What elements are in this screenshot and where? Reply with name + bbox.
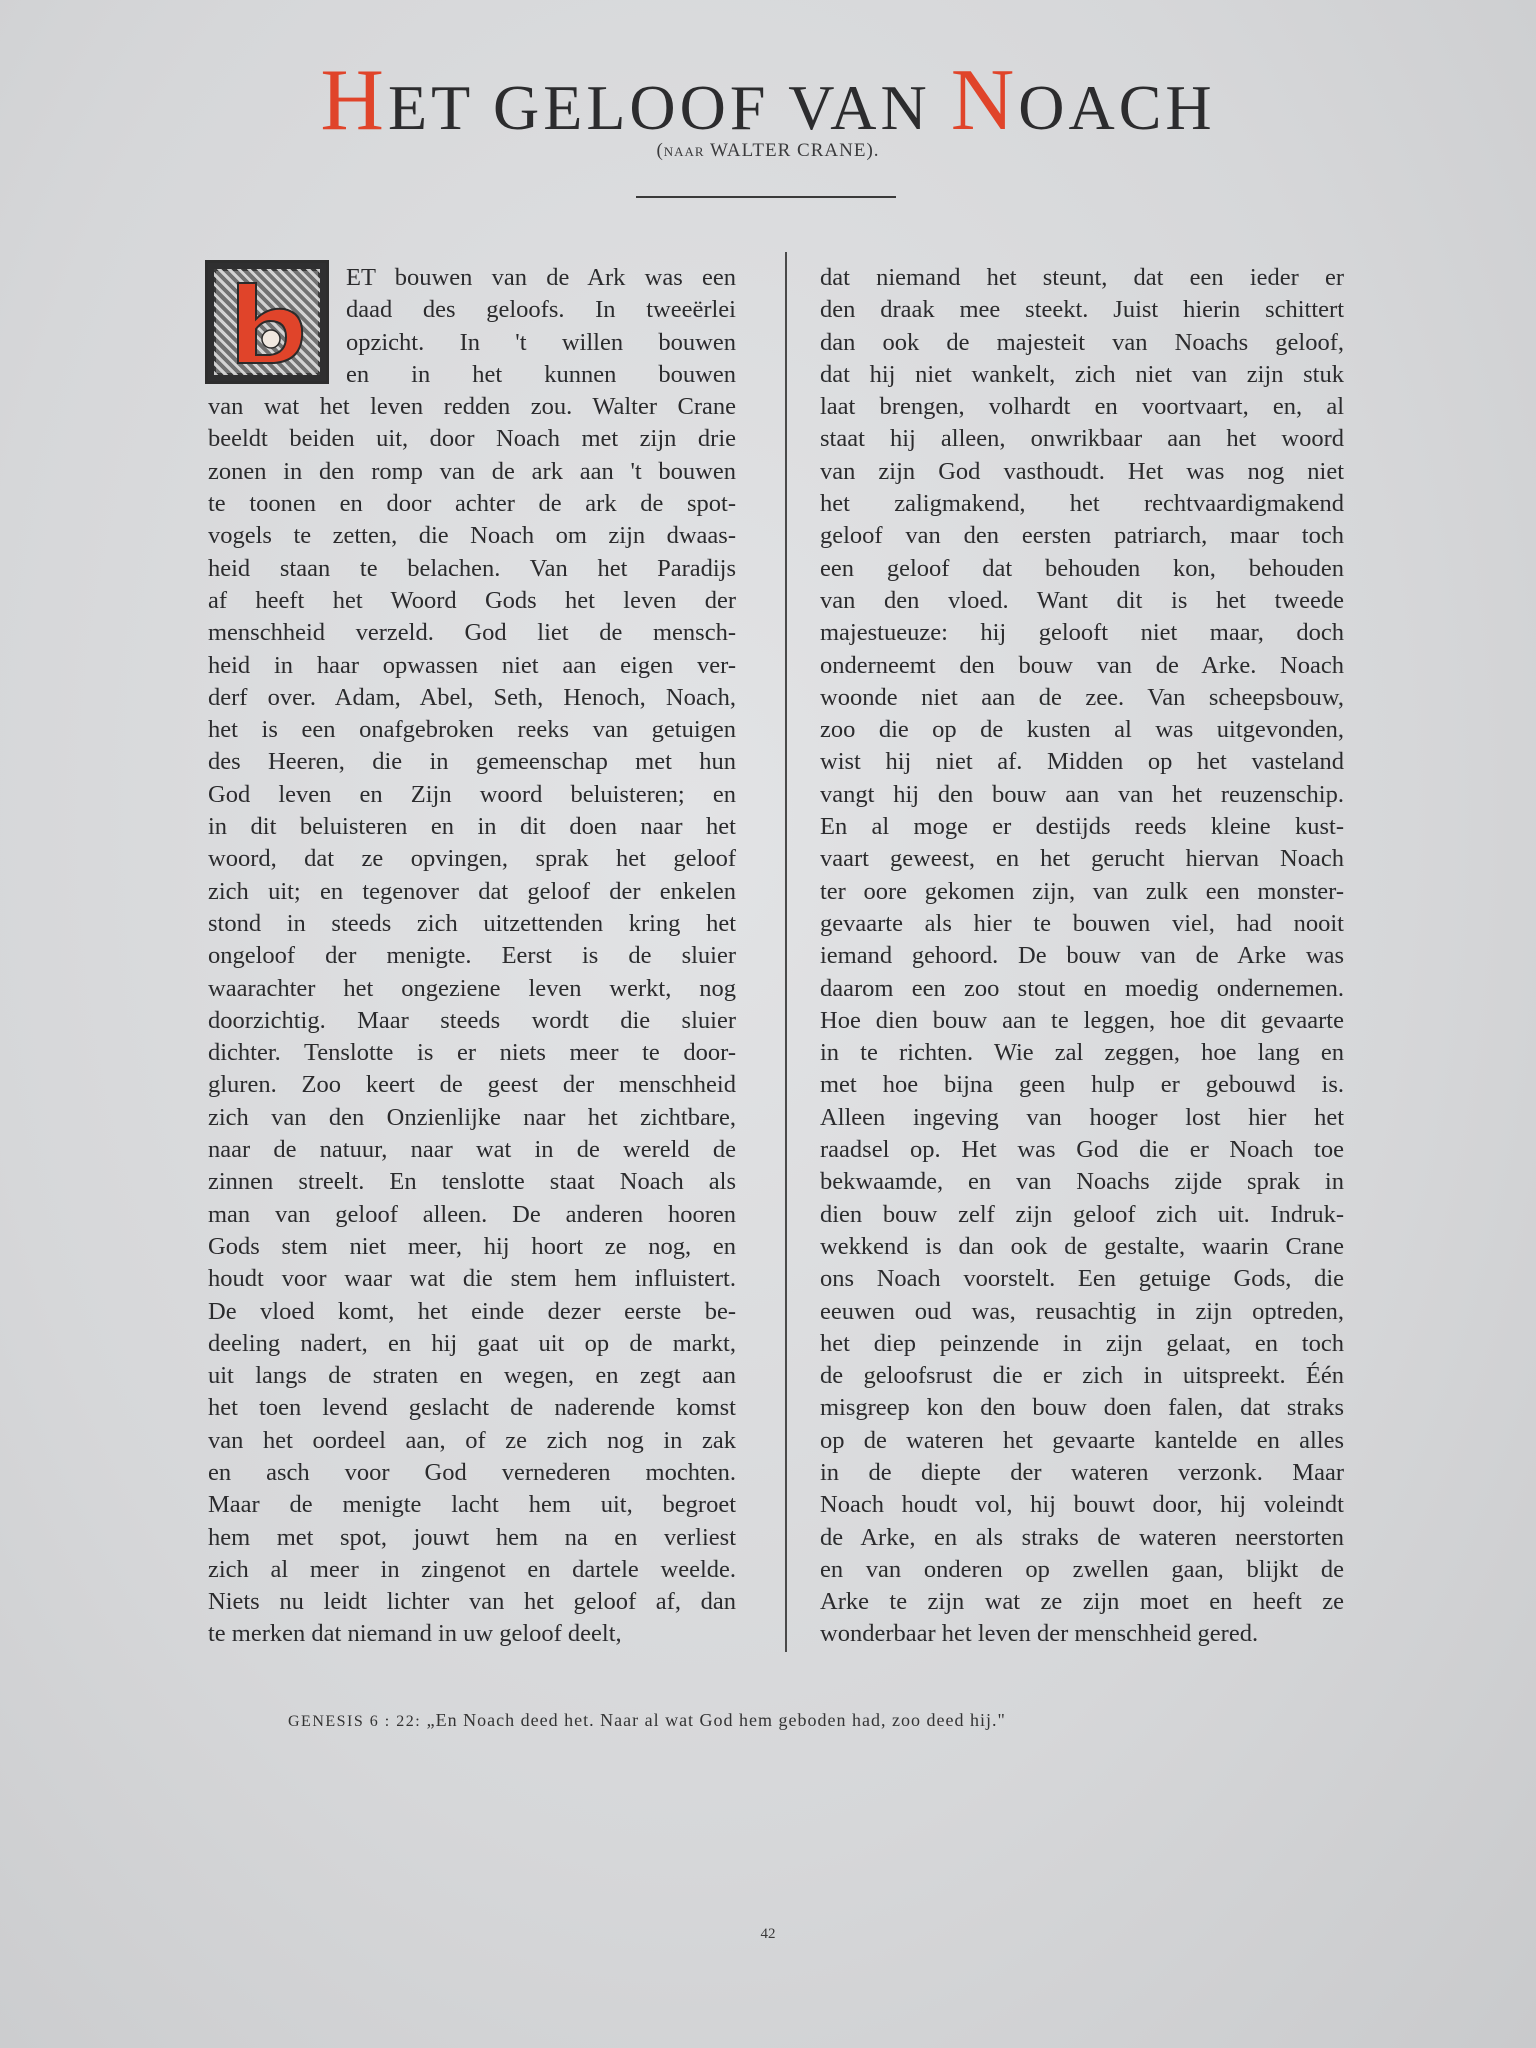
text-line: Arke te zijn wat ze zijn moet en heeft ze — [820, 1588, 1344, 1616]
text-line: des Heeren, die in gemeenschap met hun — [208, 748, 736, 776]
text-line: te merken dat niemand in uw geloof deelt, — [208, 1620, 622, 1648]
title-initial-h: H — [320, 52, 388, 149]
text-line: vangt hij den bouw aan van het reuzenschip. — [820, 780, 1344, 808]
left-column — [208, 262, 736, 1651]
text-line: en in het kunnen bouwen — [346, 360, 736, 388]
title-part-2: OACH — [1018, 72, 1216, 143]
text-line: wist hij niet af. Midden op het vasteland — [820, 748, 1344, 776]
text-line: beeldt beiden uit, door Noach met zijn drie — [208, 425, 736, 453]
subtitle-open: ( — [656, 140, 664, 161]
text-line: geloof van den eersten patriarch, maar toch — [820, 522, 1344, 550]
text-line: van zijn God vasthoudt. Het was nog niet — [820, 457, 1344, 485]
text-line: Gods stem niet meer, hij hoort ze nog, en — [208, 1232, 736, 1260]
right-column — [820, 262, 1344, 1651]
text-line: een geloof dat behouden kon, behouden — [820, 554, 1344, 582]
text-line: Niets nu leidt lichter van het geloof af, dan — [208, 1588, 736, 1616]
text-line: staat hij alleen, onwrikbaar aan het woord — [820, 425, 1344, 453]
text-line: gevaarte als hier te bouwen viel, had nooit — [820, 909, 1344, 937]
text-line: en asch voor God vernederen mochten. — [208, 1458, 736, 1486]
title-rule — [636, 196, 896, 198]
text-line: dien bouw zelf zijn geloof zich uit. Indruk- — [820, 1200, 1344, 1228]
text-line: derf over. Adam, Abel, Seth, Henoch, Noach, — [208, 683, 736, 711]
text-line: majestueuze: hij gelooft niet maar, doch — [820, 619, 1344, 647]
subtitle-author: WALTER CRANE). — [704, 140, 880, 161]
text-line: uit langs de straten en wegen, en zegt aan — [208, 1362, 736, 1390]
reference-quote: „En Noach deed het. Naar al wat God hem geboden had, zoo deed hij." — [421, 1710, 1006, 1730]
text-line: den draak mee steekt. Juist hierin schittert — [820, 296, 1344, 324]
text-line: zoo die op de kusten al was uitgevonden, — [820, 716, 1344, 744]
text-line: stond in steeds zich uitzettenden kring het — [208, 909, 736, 937]
text-line: het diep peinzende in zijn gelaat, en toch — [820, 1329, 1344, 1357]
page-number: 42 — [760, 1926, 776, 1942]
text-line: laat brengen, volhardt en voortvaart, en, al — [820, 393, 1344, 421]
text-line: met hoe bijna geen hulp er gebouwd is. — [820, 1071, 1344, 1099]
title-initial-n: N — [950, 52, 1019, 149]
text-line: daad des geloofs. In tweeërlei — [346, 296, 736, 324]
text-line: zinnen streelt. En tenslotte staat Noach als — [208, 1168, 736, 1196]
text-line: in te richten. Wie zal zeggen, hoe lang en — [820, 1039, 1344, 1067]
text-line: wekkend is dan ook de gestalte, waarin Crane — [820, 1232, 1344, 1260]
text-line: eeuwen oud was, reusachtig in zijn optreden, — [820, 1297, 1344, 1325]
text-line: man van geloof alleen. De anderen hooren — [208, 1200, 736, 1228]
text-line: Maar de menigte lacht hem uit, begroet — [208, 1491, 736, 1519]
text-line: vogels te zetten, die Noach om zijn dwaas- — [208, 522, 736, 550]
text-line: iemand gehoord. De bouw van de Arke was — [820, 942, 1344, 970]
text-line: van den vloed. Want dit is het tweede — [820, 586, 1344, 614]
text-line: ongeloof der menigte. Eerst is de sluier — [208, 942, 736, 970]
text-line: doorzichtig. Maar steeds wordt die sluier — [208, 1006, 736, 1034]
text-line: dan ook de majesteit van Noachs geloof, — [820, 328, 1344, 356]
text-line: God leven en Zijn woord beluisteren; en — [208, 780, 736, 808]
text-line: vaart geweest, en het gerucht hiervan Noach — [820, 845, 1344, 873]
text-line: gluren. Zoo keert de geest der menschheid — [208, 1071, 736, 1099]
text-line: daarom een zoo stout en moedig ondernemen. — [820, 974, 1344, 1002]
text-line: dichter. Tenslotte is er niets meer te door- — [208, 1039, 736, 1067]
text-line: op de wateren het gevaarte kantelde en alles — [820, 1426, 1344, 1454]
text-line: deeling nadert, en hij gaat uit op de markt, — [208, 1329, 736, 1357]
text-line: naar de natuur, naar wat in de wereld de — [208, 1136, 736, 1164]
text-line: ons Noach voorstelt. Een getuige Gods, die — [820, 1265, 1344, 1293]
text-line: het is een onafgebroken reeks van getuigen — [208, 716, 736, 744]
text-line: hem met spot, jouwt hem na en verliest — [208, 1523, 736, 1551]
page-subtitle — [0, 140, 1536, 162]
text-line: af heeft het Woord Gods het leven der — [208, 586, 736, 614]
text-line: ET bouwen van de Ark was een — [346, 264, 736, 291]
text-line: het zaligmakend, het rechtvaardigmakend — [820, 490, 1344, 518]
text-line: wonderbaar het leven der menschheid gered. — [820, 1620, 1259, 1648]
text-line: en van onderen op zwellen gaan, blijkt de — [820, 1555, 1344, 1583]
bible-reference — [288, 1710, 1006, 1731]
text-line: dat niemand het steunt, dat een ieder er — [820, 264, 1344, 291]
text-line: bekwaamde, en van Noachs zijde sprak in — [820, 1168, 1344, 1196]
text-line: ter oore gekomen zijn, van zulk een monster- — [820, 877, 1344, 905]
text-line: woord, dat ze opvingen, sprak het geloof — [208, 845, 736, 873]
text-line: zonen in den romp van de ark aan 't bouwen — [208, 457, 736, 485]
text-line: En al moge er destijds reeds kleine kust- — [820, 813, 1344, 841]
text-line: woonde niet aan de zee. Van scheepsbouw, — [820, 683, 1344, 711]
text-line: zich uit; en tegenover dat geloof der enkelen — [208, 877, 736, 905]
text-line: De vloed komt, het einde dezer eerste be- — [208, 1297, 736, 1325]
text-line: heid staan te belachen. Van het Paradijs — [208, 554, 736, 582]
text-line: heid in haar opwassen niet aan eigen ver- — [208, 651, 736, 679]
text-line: van het oordeel aan, of ze zich nog in zak — [208, 1426, 736, 1454]
text-line: het toen levend geslacht de naderende komst — [208, 1394, 736, 1422]
text-line: van wat het leven redden zou. Walter Crane — [208, 393, 736, 421]
text-line: houdt voor waar wat die stem hem influistert. — [208, 1265, 736, 1293]
text-line: raadsel op. Het was God die er Noach toe — [820, 1136, 1344, 1164]
text-line: misgreep kon den bouw doen falen, dat straks — [820, 1394, 1344, 1422]
reference: GENESIS 6 : 22: — [288, 1713, 422, 1730]
subtitle-naar: NAAR — [663, 144, 705, 159]
column-divider — [785, 252, 787, 1652]
text-line: Noach houdt vol, hij bouwt door, hij voleindt — [820, 1491, 1344, 1519]
text-line: Alleen ingeving van hooger lost hier het — [820, 1103, 1344, 1131]
text-line: zich al meer in zingenot en dartele weelde. — [208, 1555, 736, 1583]
text-line: onderneemt den bouw van de Arke. Noach — [820, 651, 1344, 679]
text-line: dat hij niet wankelt, zich niet van zijn stuk — [820, 360, 1344, 388]
title-part-1: ET GELOOF VAN — [387, 72, 951, 143]
text-line: in de diepte der wateren verzonk. Maar — [820, 1458, 1344, 1486]
text-line: Hoe dien bouw aan te leggen, hoe dit gevaarte — [820, 1006, 1344, 1034]
text-line: opzicht. In 't willen bouwen — [346, 328, 736, 356]
page-title — [0, 50, 1536, 151]
text-line: te toonen en door achter de ark de spot- — [208, 490, 736, 518]
text-line: waarachter het ongeziene leven werkt, nog — [208, 974, 736, 1002]
text-line: de Arke, en als straks de wateren neerstorten — [820, 1523, 1344, 1551]
text-line: de geloofsrust die er zich in uitspreekt. Één — [820, 1362, 1344, 1390]
text-line: in dit beluisteren en in dit doen naar het — [208, 813, 736, 841]
text-line: zich van den Onzienlijke naar het zichtbare, — [208, 1103, 736, 1131]
text-line: menschheid verzeld. God liet de mensch- — [208, 619, 736, 647]
